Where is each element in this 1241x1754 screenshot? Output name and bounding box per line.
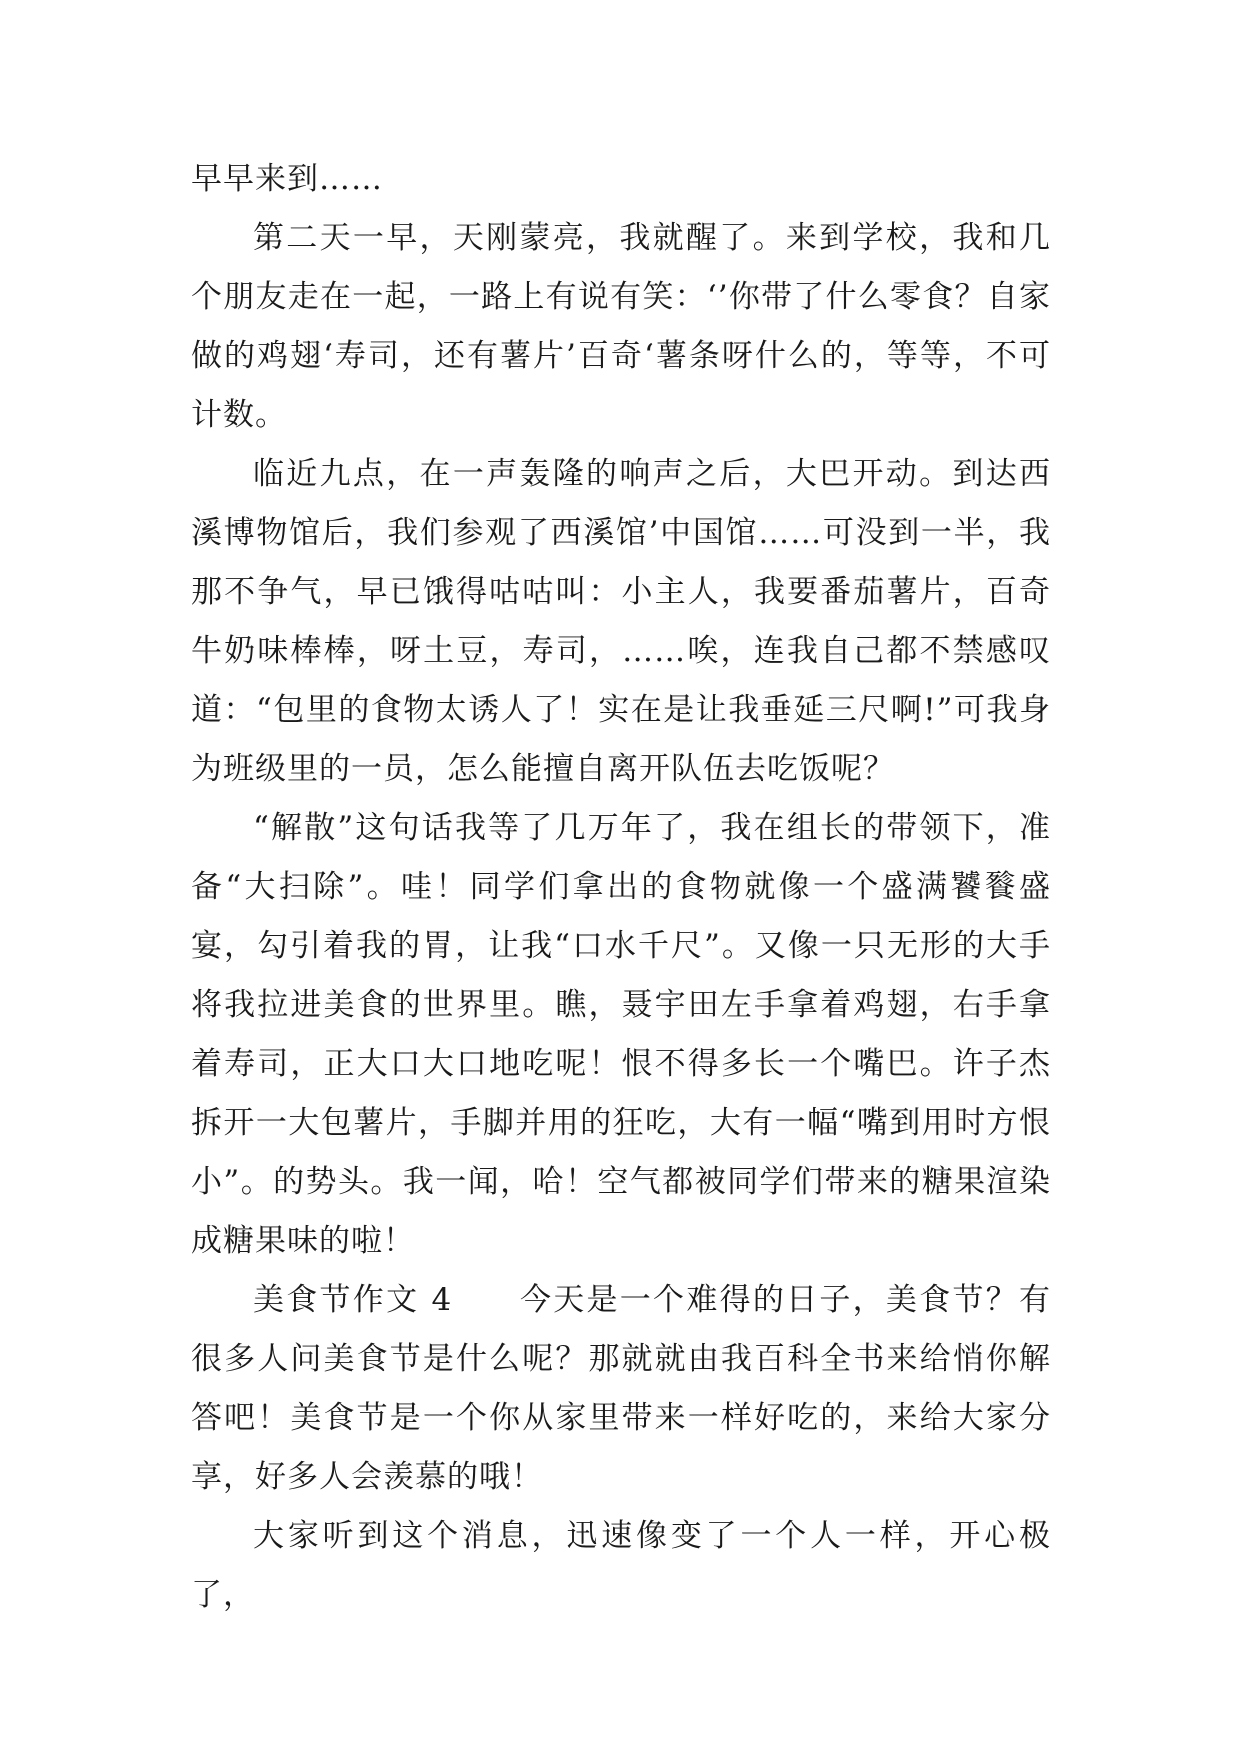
paragraph-reaction: 大家听到这个消息，迅速像变了一个人一样，开心极了， xyxy=(191,1518,1051,1613)
paragraph-museum: 临近九点，在一声轰隆的响声之后，大巴开动。到达西溪博物馆后，我们参观了西溪馆’中国馆……可没到一半，我那不争气，早已饿得咕咕叫：小主人，我要番茄薯片，百奇牛奶味棒棒，呀土豆，寿司，……唉，连我自己都不禁感叹道：“包里的食物太诱人了！实在是让我垂延三尺啊!”可我身为班级里的一员，怎么能擅自离开队伍去吃饭呢？ xyxy=(191,456,1051,787)
paragraph-continuation: 早早来到…… xyxy=(191,161,383,197)
paragraph-essay-4-intro: 美食节作文 4 今天是一个难得的日子，美食节？有很多人问美食节是什么呢？那就就由我百科全书来给悄你解答吧！美食节是一个你从家里带来一样好吃的，来给大家分享，好多人会羡慕的哦！ xyxy=(191,1282,1051,1495)
paragraph-dismissal: “解散”这句话我等了几万年了，我在组长的带领下，准备“大扫除”。哇！同学们拿出的食物就像一个盛满饕餮盛宴，勾引着我的胃，让我“口水千尺”。又像一只无形的大手将我拉进美食的世界里。瞧，聂宇田左手拿着鸡翅，右手拿着寿司，正大口大口地吃呢！恨不得多长一个嘴巴。许子杰拆开一大包薯片，手脚并用的狂吃，大有一幅“嘴到用时方恨小”。的势头。我一闻，哈！空气都被同学们带来的糖果渲染成糖果味的啦！ xyxy=(191,810,1051,1259)
document-body xyxy=(191,150,1051,1625)
paragraph-morning: 第二天一早，天刚蒙亮，我就醒了。来到学校，我和几个朋友走在一起，一路上有说有笑：‘’你带了什么零食？自家做的鸡翅‘寿司，还有薯片’百奇‘薯条呀什么的，等等，不可计数。 xyxy=(191,220,1051,433)
